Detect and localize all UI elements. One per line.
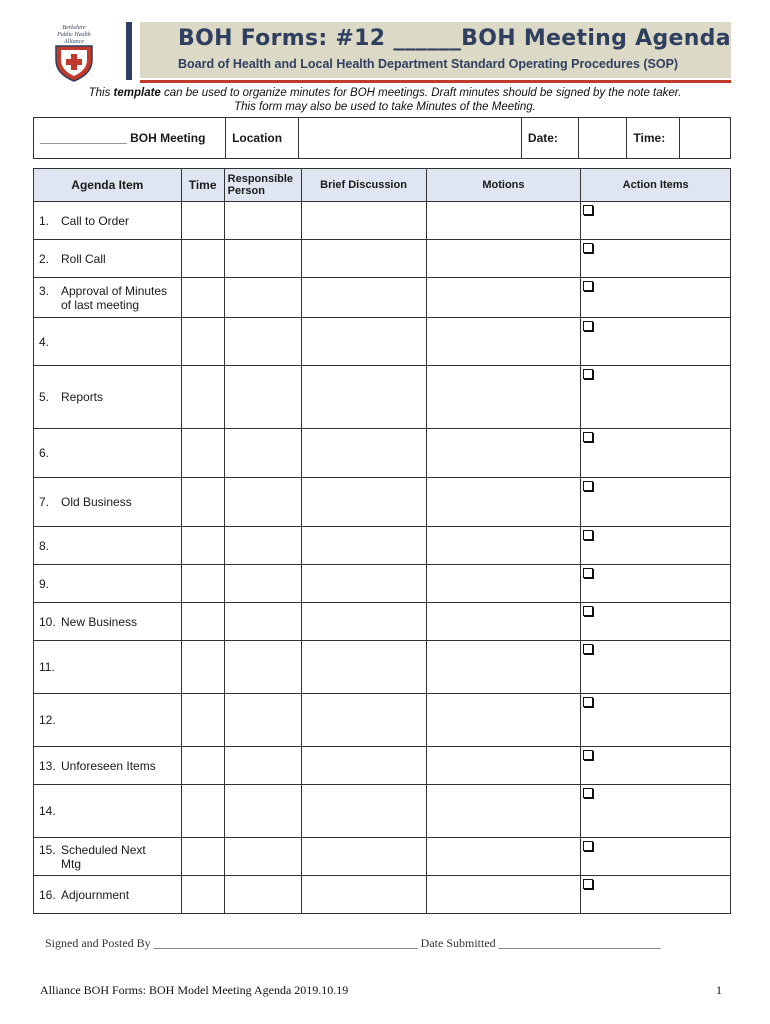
table-row — [34, 202, 731, 240]
checkbox-icon[interactable] — [583, 841, 593, 851]
checkbox-icon[interactable] — [583, 432, 593, 442]
date-label: Date: — [521, 118, 578, 159]
svg-text:Berkshire: Berkshire — [62, 25, 86, 31]
motions-cell[interactable] — [426, 641, 581, 694]
brief-discussion-cell[interactable] — [301, 876, 426, 914]
checkbox-icon[interactable] — [583, 205, 593, 215]
agenda-item-cell — [34, 785, 182, 838]
page-title: BOH Forms: #12 ______BOH Meeting Agenda — [178, 26, 731, 51]
action-items-cell[interactable] — [581, 527, 731, 565]
table-row — [34, 565, 731, 603]
action-items-cell[interactable] — [581, 747, 731, 785]
motions-cell[interactable] — [426, 876, 581, 914]
action-items-cell[interactable] — [581, 318, 731, 366]
time-cell[interactable] — [181, 366, 224, 429]
agenda-item-text: Call to Order — [61, 213, 130, 228]
footer-doc-name: Alliance BOH Forms: BOH Model Meeting Agenda 2019.10.19 — [40, 983, 349, 997]
meeting-info-table — [33, 117, 731, 159]
agenda-item-text: New Business — [61, 614, 138, 629]
agenda-item-text: Approval of Minutes of last meeting — [61, 283, 168, 312]
intro-text: This template can be used to organize minutes for BOH meetings. Draft minutes should be signed by the note taker. This form may also be used to take Minutes of the Meeting. — [88, 87, 682, 113]
agenda-item-text: Roll Call — [61, 251, 106, 266]
date-submitted-label: Date Submitted ___________________________ — [420, 936, 661, 950]
agenda-item-cell — [34, 278, 182, 318]
action-items-cell[interactable] — [581, 641, 731, 694]
motions-cell[interactable] — [426, 478, 581, 527]
checkbox-icon[interactable] — [583, 644, 593, 654]
brief-discussion-cell[interactable] — [301, 318, 426, 366]
agenda-item-cell — [34, 240, 182, 278]
page-subtitle: Board of Health and Local Health Department Standard Operating Procedures (SOP) — [178, 57, 679, 71]
table-row — [34, 240, 731, 278]
motions-cell[interactable] — [426, 838, 581, 876]
time-cell[interactable] — [181, 838, 224, 876]
time-cell[interactable] — [181, 603, 224, 641]
responsible-person-cell[interactable] — [224, 838, 301, 876]
brief-discussion-cell[interactable] — [301, 565, 426, 603]
responsible-person-cell[interactable] — [224, 527, 301, 565]
agenda-item-number: 14. — [39, 804, 56, 818]
time-cell[interactable] — [181, 694, 224, 747]
brief-discussion-cell[interactable] — [301, 785, 426, 838]
checkbox-icon[interactable] — [583, 530, 593, 540]
responsible-person-cell[interactable] — [224, 478, 301, 527]
agenda-item-number: 11. — [39, 660, 55, 674]
checkbox-icon[interactable] — [583, 481, 593, 491]
action-items-cell[interactable] — [581, 694, 731, 747]
action-items-cell[interactable] — [581, 366, 731, 429]
responsible-person-cell[interactable] — [224, 785, 301, 838]
alliance-logo — [48, 20, 100, 82]
time-field[interactable] — [680, 118, 731, 159]
checkbox-icon[interactable] — [583, 568, 593, 578]
table-row — [34, 318, 731, 366]
agenda-item-number: 8. — [39, 538, 50, 553]
agenda-item-number: 15. — [39, 842, 56, 857]
checkbox-icon[interactable] — [583, 321, 593, 331]
motions-cell[interactable] — [426, 747, 581, 785]
agenda-item-cell — [34, 318, 182, 366]
brief-discussion-cell[interactable] — [301, 429, 426, 478]
checkbox-icon[interactable] — [583, 369, 593, 379]
brief-discussion-cell[interactable] — [301, 527, 426, 565]
checkbox-icon[interactable] — [583, 243, 593, 253]
agenda-item-cell — [34, 747, 182, 785]
action-items-cell[interactable] — [581, 202, 731, 240]
action-items-cell[interactable] — [581, 603, 731, 641]
motions-cell[interactable] — [426, 240, 581, 278]
agenda-item-cell — [34, 202, 182, 240]
col-action-items: Action Items — [581, 169, 731, 202]
agenda-item-text: Unforeseen Items — [61, 758, 156, 773]
brief-discussion-cell[interactable] — [301, 366, 426, 429]
meeting-name-label: _____________ BOH Meeting — [34, 118, 226, 159]
responsible-person-cell[interactable] — [224, 278, 301, 318]
agenda-item-cell — [34, 527, 182, 565]
time-label: Time: — [627, 118, 680, 159]
checkbox-icon[interactable] — [583, 788, 593, 798]
motions-cell[interactable] — [426, 202, 581, 240]
time-cell[interactable] — [181, 478, 224, 527]
agenda-item-cell — [34, 478, 182, 527]
col-motions: Motions — [426, 169, 581, 202]
svg-text:Alliance: Alliance — [64, 39, 84, 45]
action-items-cell[interactable] — [581, 278, 731, 318]
table-row — [34, 876, 731, 914]
time-cell[interactable] — [181, 202, 224, 240]
agenda-item-cell — [34, 565, 182, 603]
agenda-item-cell — [34, 366, 182, 429]
agenda-item-text: Old Business — [61, 495, 132, 509]
time-cell[interactable] — [181, 278, 224, 318]
col-agenda-item: Agenda Item — [34, 169, 182, 202]
agenda-item-number: 7. — [39, 495, 50, 509]
responsible-person-cell[interactable] — [224, 747, 301, 785]
agenda-item-number: 2. — [39, 251, 50, 266]
header-accent-bar — [126, 22, 132, 80]
motions-cell[interactable] — [426, 366, 581, 429]
agenda-item-number: 16. — [39, 887, 56, 902]
page-number: 1 — [716, 983, 722, 997]
motions-cell[interactable] — [426, 785, 581, 838]
brief-discussion-cell[interactable] — [301, 603, 426, 641]
responsible-person-cell[interactable] — [224, 429, 301, 478]
agenda-item-cell — [34, 641, 182, 694]
agenda-item-number: 9. — [39, 576, 50, 591]
table-row — [34, 694, 731, 747]
col-responsible-person: Responsible Person — [224, 169, 301, 202]
responsible-person-cell[interactable] — [224, 603, 301, 641]
responsible-person-cell[interactable] — [224, 202, 301, 240]
motions-cell[interactable] — [426, 429, 581, 478]
agenda-item-number: 10. — [39, 614, 56, 629]
col-time: Time — [181, 169, 224, 202]
table-row — [34, 478, 731, 527]
responsible-person-cell[interactable] — [224, 240, 301, 278]
signed-by-label: Signed and Posted By ____________________________________________ — [45, 936, 418, 950]
table-row — [34, 838, 731, 876]
table-row — [34, 747, 731, 785]
brief-discussion-cell[interactable] — [301, 478, 426, 527]
time-cell[interactable] — [181, 565, 224, 603]
col-brief-discussion: Brief Discussion — [301, 169, 426, 202]
brief-discussion-cell[interactable] — [301, 202, 426, 240]
brief-discussion-cell[interactable] — [301, 641, 426, 694]
agenda-item-cell — [34, 429, 182, 478]
header-divider — [140, 80, 731, 83]
brief-discussion-cell[interactable] — [301, 694, 426, 747]
checkbox-icon[interactable] — [583, 606, 593, 616]
responsible-person-cell[interactable] — [224, 641, 301, 694]
motions-cell[interactable] — [426, 278, 581, 318]
motions-cell[interactable] — [426, 318, 581, 366]
brief-discussion-cell[interactable] — [301, 278, 426, 318]
agenda-item-number: 4. — [39, 334, 50, 349]
action-items-cell[interactable] — [581, 876, 731, 914]
agenda-item-number: 3. — [39, 283, 50, 298]
brief-discussion-cell[interactable] — [301, 838, 426, 876]
agenda-item-text: Adjournment — [61, 887, 130, 902]
responsible-person-cell[interactable] — [224, 694, 301, 747]
agenda-item-cell — [34, 694, 182, 747]
table-row — [34, 603, 731, 641]
date-field[interactable] — [578, 118, 627, 159]
action-items-cell[interactable] — [581, 838, 731, 876]
time-cell[interactable] — [181, 785, 224, 838]
time-cell[interactable] — [181, 429, 224, 478]
table-row — [34, 429, 731, 478]
action-items-cell[interactable] — [581, 429, 731, 478]
motions-cell[interactable] — [426, 527, 581, 565]
agenda-header-row — [34, 169, 731, 202]
time-cell[interactable] — [181, 641, 224, 694]
location-field[interactable] — [298, 118, 521, 159]
location-label: Location — [226, 118, 299, 159]
brief-discussion-cell[interactable] — [301, 747, 426, 785]
checkbox-icon[interactable] — [583, 879, 593, 889]
agenda-item-text: Reports — [61, 390, 104, 404]
agenda-item-cell — [34, 838, 182, 876]
checkbox-icon[interactable] — [583, 281, 593, 291]
agenda-item-number: 1. — [39, 213, 50, 228]
action-items-cell[interactable] — [581, 565, 731, 603]
action-items-cell[interactable] — [581, 785, 731, 838]
agenda-item-cell — [34, 603, 182, 641]
action-items-cell[interactable] — [581, 240, 731, 278]
table-row — [34, 641, 731, 694]
agenda-item-number: 6. — [39, 446, 50, 460]
agenda-item-text: Scheduled Next Mtg — [61, 842, 146, 871]
agenda-item-number: 13. — [39, 758, 56, 773]
responsible-person-cell[interactable] — [224, 366, 301, 429]
motions-cell[interactable] — [426, 603, 581, 641]
table-row — [34, 527, 731, 565]
checkbox-icon[interactable] — [583, 697, 593, 707]
action-items-cell[interactable] — [581, 478, 731, 527]
brief-discussion-cell[interactable] — [301, 240, 426, 278]
agenda-table — [33, 168, 731, 914]
time-cell[interactable] — [181, 527, 224, 565]
time-cell[interactable] — [181, 318, 224, 366]
responsible-person-cell[interactable] — [224, 318, 301, 366]
table-row — [34, 366, 731, 429]
time-cell[interactable] — [181, 876, 224, 914]
responsible-person-cell[interactable] — [224, 565, 301, 603]
svg-text:Public Health: Public Health — [57, 32, 91, 38]
table-row — [34, 785, 731, 838]
time-cell[interactable] — [181, 747, 224, 785]
responsible-person-cell[interactable] — [224, 876, 301, 914]
agenda-item-cell — [34, 876, 182, 914]
agenda-item-number: 12. — [39, 713, 56, 727]
time-cell[interactable] — [181, 240, 224, 278]
motions-cell[interactable] — [426, 694, 581, 747]
table-row — [34, 278, 731, 318]
signoff-line — [45, 936, 661, 951]
agenda-item-number: 5. — [39, 390, 50, 404]
checkbox-icon[interactable] — [583, 750, 593, 760]
motions-cell[interactable] — [426, 565, 581, 603]
